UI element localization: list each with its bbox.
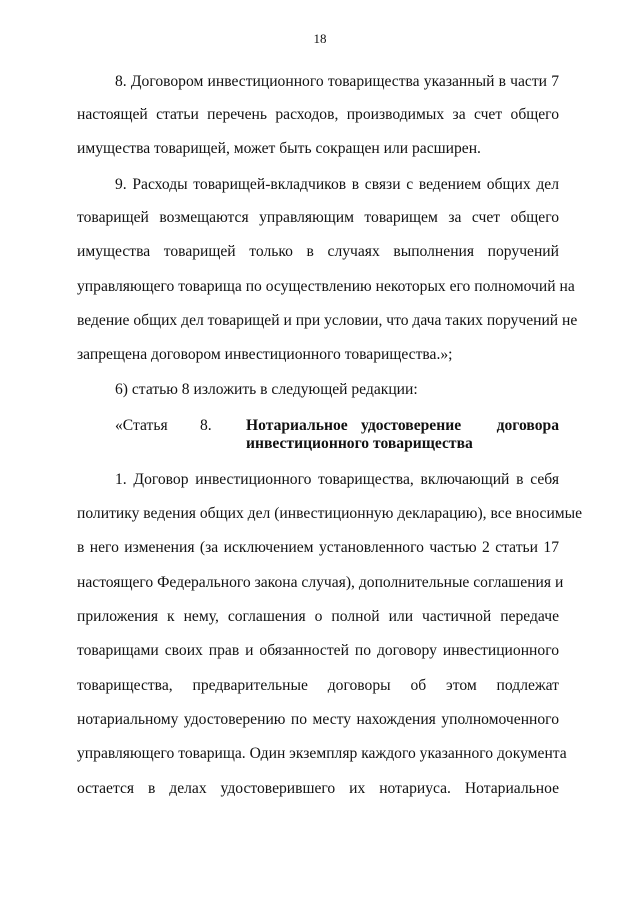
- article-title-continuation: инвестиционного товарищества: [246, 435, 473, 452]
- paragraph-line: 8. Договором инвестиционного товарищества указанный в части 7: [115, 73, 559, 90]
- article-title-word: удостоверение: [361, 417, 462, 434]
- paragraph-line: нотариальному удостоверению по месту нахождения уполномоченного: [77, 711, 559, 728]
- paragraph-line: имущества товарищей, может быть сокращен или расширен.: [77, 140, 481, 157]
- paragraph-line: товарищей возмещаются управляющим товарищем за счет общего: [77, 209, 559, 226]
- paragraph-line: управляющего товарища. Один экземпляр каждого указанного документа: [77, 745, 567, 762]
- paragraph-line: в него изменения (за исключением установленного частью 2 статьи 17: [77, 539, 559, 556]
- paragraph-line: политику ведения общих дел (инвестиционную декларацию), все вносимые: [77, 505, 583, 522]
- article-title-word: договора: [496, 417, 559, 434]
- paragraph-line: товарищества, предварительные договоры об этом подлежат: [77, 677, 559, 694]
- paragraph-line: управляющего товарища по осуществлению некоторых его полномочий на: [77, 278, 575, 295]
- paragraph-line: 1. Договор инвестиционного товарищества, включающий в себя: [115, 471, 559, 488]
- paragraph-line: настоящего Федерального закона случая), дополнительные соглашения и: [77, 574, 564, 591]
- page-number: 18: [313, 31, 327, 46]
- paragraph-line: товарищами своих прав и обязанностей по договору инвестиционного: [77, 642, 559, 659]
- paragraph-line: имущества товарищей только в случаях выполнения поручений: [77, 243, 559, 260]
- paragraph-line: запрещена договором инвестиционного товарищества.»;: [77, 346, 453, 363]
- article-label: «Статья: [115, 417, 168, 434]
- paragraph-line: настоящей статьи перечень расходов, производимых за счет общего: [77, 106, 559, 123]
- paragraph-line: приложения к нему, соглашения о полной или частичной передаче: [77, 608, 559, 625]
- article-title-word: Нотариальное: [246, 417, 348, 434]
- paragraph-line: ведение общих дел товарищей и при условии, что дача таких поручений не: [77, 312, 578, 329]
- paragraph-line: остается в делах удостоверившего их нотариуса. Нотариальное: [77, 780, 559, 797]
- article-heading: [115, 417, 559, 435]
- paragraph-line: 6) статью 8 изложить в следующей редакции:: [115, 381, 418, 398]
- paragraph-line: 9. Расходы товарищей-вкладчиков в связи с ведением общих дел: [115, 176, 559, 193]
- article-number: 8.: [200, 417, 212, 434]
